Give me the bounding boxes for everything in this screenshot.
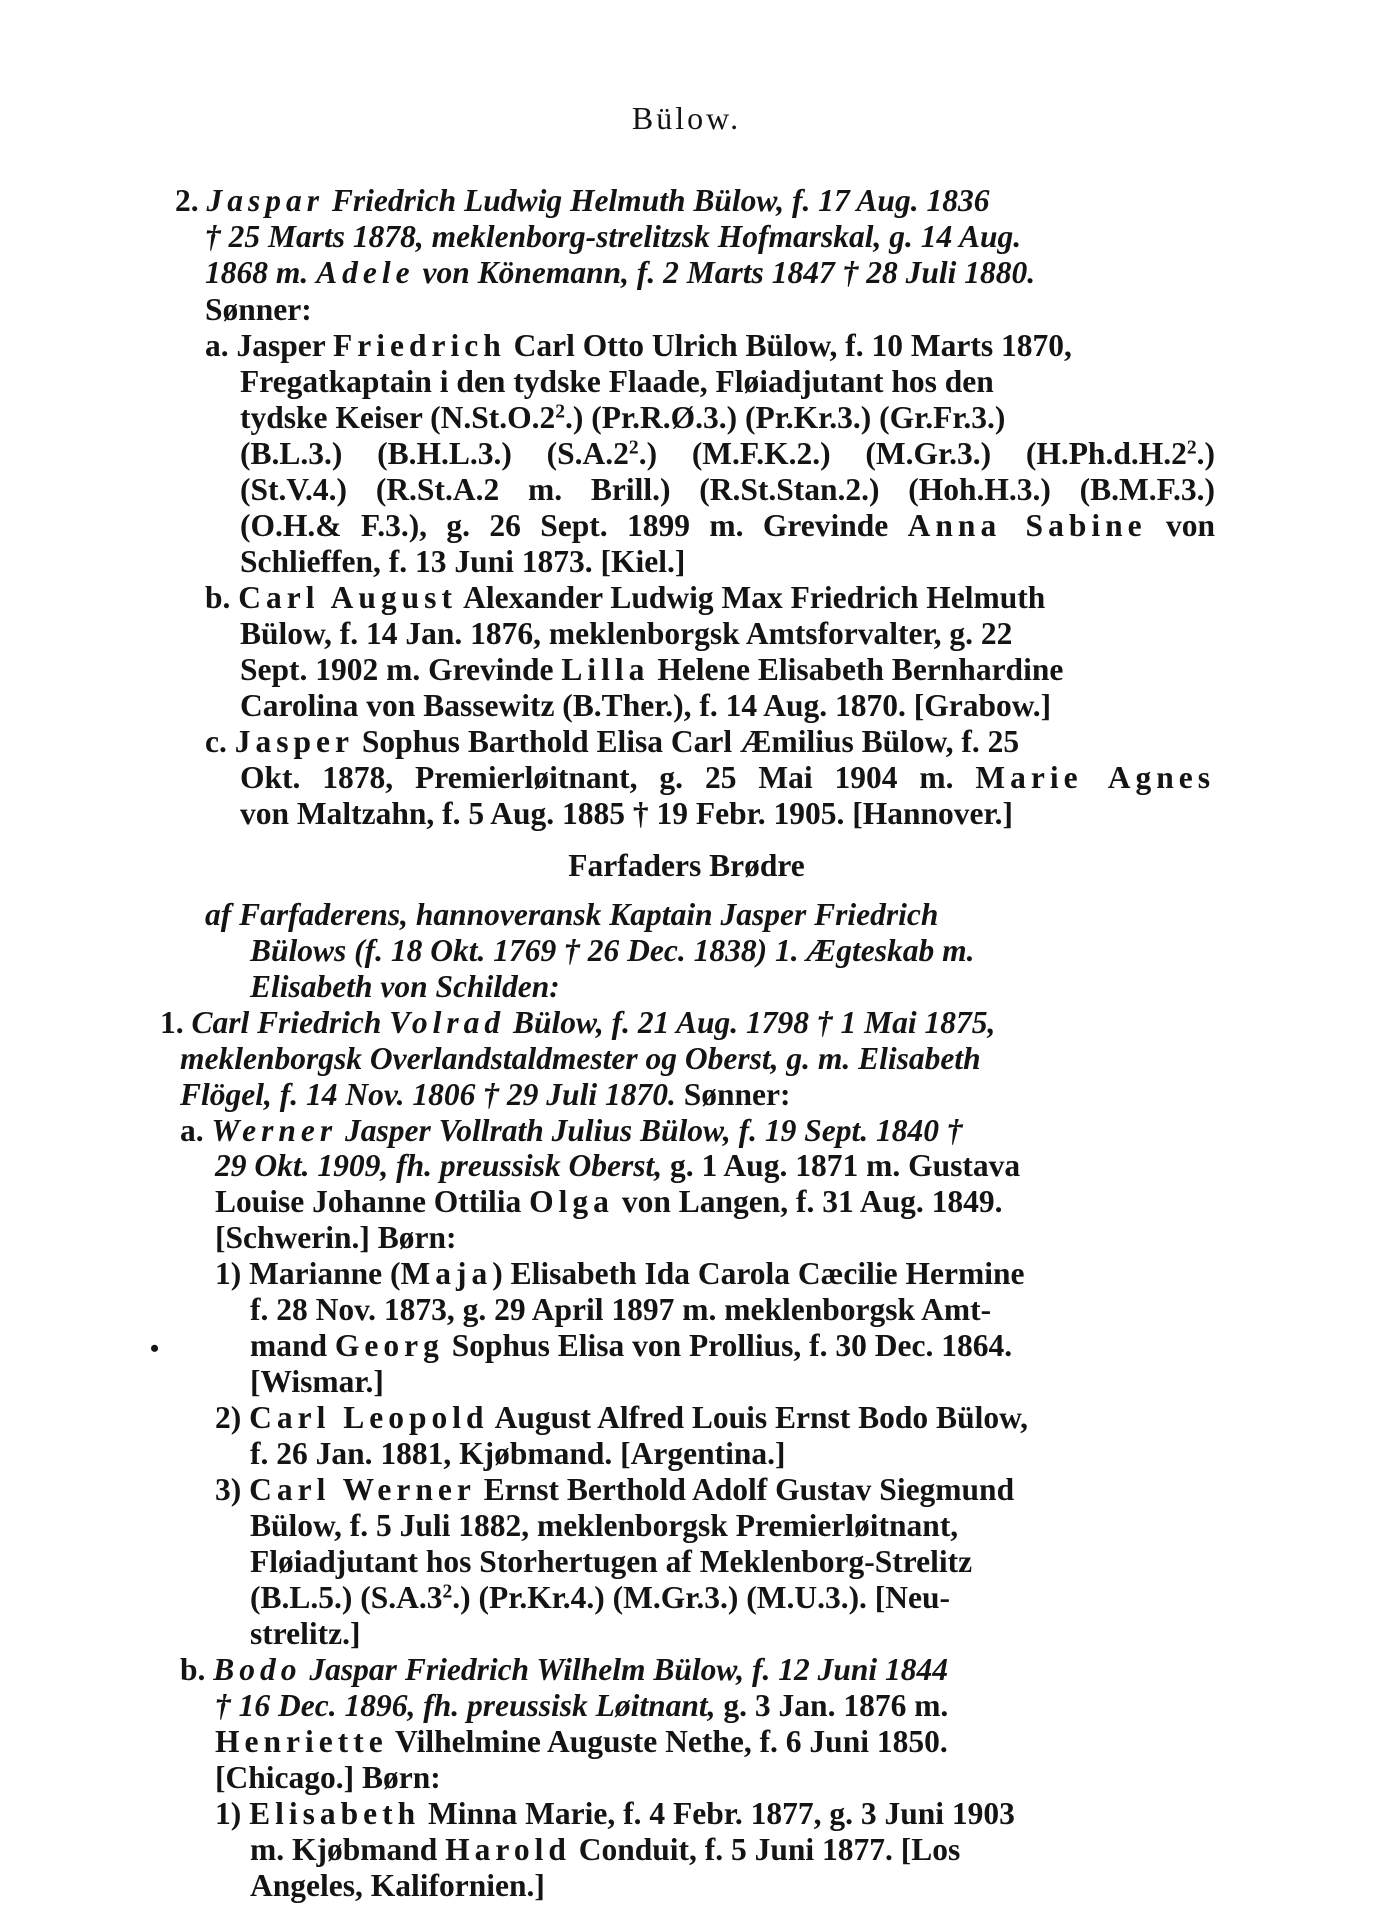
- text-line: [215, 1219, 456, 1257]
- text-run: (B.L.3.) (B.H.L.3.) (S.A.2: [240, 435, 629, 471]
- spaced-name: Bodo: [213, 1652, 302, 1688]
- text-run: .) (Pr.R.Ø.3.) (Pr.Kr.3.) (Gr.Fr.3.): [565, 399, 1006, 435]
- text-run: .) (Pr.Kr.4.) (M.Gr.3.) (M.U.3.). [Neu-: [452, 1580, 951, 1616]
- text-run: 3): [215, 1472, 250, 1508]
- text-run: Ernst Berthold Adolf Gustav Siegmund: [475, 1472, 1015, 1508]
- text-run: Alexander Ludwig Max Friedrich Helmuth: [456, 579, 1046, 615]
- spaced-name: Carl Leopold: [249, 1400, 489, 1436]
- text-line: [240, 399, 1215, 437]
- spaced-name: Volrad: [389, 1004, 506, 1040]
- text-run: (St.V.4.) (R.St.A.2 m. Brill.) (R.St.Stan.2.) (Hoh.H.3.) (B.M.F.3.): [240, 471, 1215, 507]
- text-line: [250, 1363, 384, 1401]
- text-line: [215, 1795, 1215, 1833]
- text-run: [Chicago.] Børn:: [215, 1760, 441, 1796]
- text-line: [250, 1543, 1215, 1581]
- text-line: [250, 1327, 1215, 1365]
- text-line: [240, 507, 1215, 545]
- text-run: Helene Elisabeth Bernhardine: [649, 651, 1064, 687]
- text-run: strelitz.]: [250, 1616, 361, 1652]
- text-run: Flögel, f. 14 Nov. 1806 † 29 Juli 1870.: [180, 1076, 676, 1112]
- text-line: [205, 291, 312, 329]
- text-line: [240, 795, 1215, 833]
- text-line: [250, 1615, 360, 1653]
- text-run: 2.: [175, 183, 207, 218]
- text-line: [180, 1112, 1215, 1150]
- text-run: Carl Otto Ulrich Bülow, f. 10 Marts 1870,: [505, 327, 1072, 363]
- text-line: [240, 471, 1215, 509]
- text-run: Farfaders Brødre: [568, 848, 805, 884]
- text-run: [Schwerin.] Børn:: [215, 1220, 457, 1256]
- text-run: Minna Marie, f. 4 Febr. 1877, g. 3 Juni 1903: [420, 1796, 1015, 1832]
- spaced-name: Carl Werner: [249, 1472, 476, 1508]
- text-run: Bülow, f. 14 Jan. 1876, meklenborgsk Amtsforvalter, g. 22: [240, 615, 1013, 651]
- text-run: tydske Keiser (N.St.O.2: [240, 399, 556, 435]
- text-run: Sønner:: [205, 291, 312, 327]
- spaced-name: Harold: [445, 1832, 571, 1868]
- text-run: a. Jasper: [205, 327, 334, 363]
- text-run: 2): [215, 1400, 250, 1436]
- text-run: 1868 m.: [205, 254, 317, 290]
- text-run: Carolina von Bassewitz (B.Ther.), f. 14 Aug. 1870. [Grabow.]: [240, 687, 1052, 723]
- spaced-name: Henriette: [215, 1724, 388, 1760]
- spaced-name: Olga: [529, 1184, 614, 1220]
- text-line: [215, 1759, 441, 1797]
- text-run: Friedrich Ludwig Helmuth Bülow, f. 17 Aug. 1836: [324, 183, 990, 218]
- text-line: [250, 932, 1215, 970]
- text-line: [250, 1291, 1215, 1329]
- text-run: (B.L.5.) (S.A.3: [250, 1580, 443, 1616]
- text-line: [240, 543, 685, 581]
- text-line: [160, 1004, 1215, 1042]
- text-line: [215, 1255, 1215, 1293]
- text-line: [240, 759, 1215, 797]
- text-line: [240, 615, 1215, 653]
- text-line: [250, 1507, 1215, 1545]
- text-run: Angeles, Kalifornien.]: [250, 1868, 545, 1903]
- text-run: Conduit, f. 5 Juni 1877. [Los: [570, 1832, 961, 1868]
- text-run: Carl Friedrich: [191, 1004, 390, 1040]
- text-run: Bülow, f. 5 Juli 1882, meklenborgsk Premierløitnant,: [250, 1508, 959, 1544]
- text-run: Jasper Vollrath Julius Bülow, f. 19 Sept. 1840 †: [337, 1112, 963, 1148]
- text-run: Louise Johanne Ottilia: [215, 1184, 530, 1220]
- text-run: Elisabeth von Schilden:: [250, 968, 560, 1004]
- text-run: Jaspar Friedrich Wilhelm Bülow, f. 12 Juni 1844: [301, 1652, 949, 1688]
- text-run: g. 1 Aug. 1871 m. Gustava: [662, 1148, 1021, 1184]
- text-run: a.: [180, 1112, 212, 1148]
- text-line: [215, 1147, 1215, 1185]
- text-line: [180, 1040, 1215, 1078]
- spaced-name: Anna Sabine: [907, 507, 1147, 543]
- text-run: von Maltzahn, f. 5 Aug. 1885 † 19 Febr. 1905. [Hannover.]: [240, 795, 1013, 831]
- text-line: [250, 1831, 1215, 1869]
- superscript: 2: [555, 401, 566, 423]
- running-head: Bülow.: [631, 100, 742, 136]
- text-run: Sept. 1902 m. Grevinde: [240, 651, 562, 687]
- text-run: Vilhelmine Auguste Nethe, f. 6 Juni 1850.: [387, 1724, 948, 1760]
- text-run: 1): [215, 1796, 250, 1832]
- text-run: Sønner:: [675, 1076, 791, 1112]
- text-run: c.: [205, 723, 235, 759]
- text-line: [240, 435, 1215, 473]
- text-run: 1) Marianne (: [215, 1256, 401, 1292]
- text-line: [205, 327, 1215, 365]
- margin-mark: •: [150, 1334, 160, 1364]
- text-run: g. 3 Jan. 1876 m.: [715, 1688, 949, 1724]
- text-line: [240, 363, 1215, 401]
- text-line: [175, 182, 1215, 220]
- superscript: 2: [442, 1581, 453, 1603]
- text-line: [205, 723, 1215, 761]
- text-run: Bülow, f. 21 Aug. 1798 † 1 Mai 1875,: [505, 1004, 996, 1040]
- text-line: [250, 968, 560, 1006]
- text-line: [205, 579, 1215, 617]
- spaced-name: Jasper: [234, 723, 354, 759]
- text-run: Schlieffen, f. 13 Juni 1873. [Kiel.]: [240, 543, 686, 579]
- text-line: [250, 1579, 1215, 1617]
- text-run: 29 Okt. 1909, fh. preussisk Oberst,: [215, 1148, 663, 1184]
- spaced-name: Lilla: [561, 651, 650, 687]
- text-run: f. 26 Jan. 1881, Kjøbmand. [Argentina.]: [250, 1436, 786, 1472]
- text-run: August Alfred Louis Ernst Bodo Bülow,: [488, 1400, 1028, 1436]
- text-run: m. Kjøbmand: [250, 1832, 446, 1868]
- text-run: mand: [250, 1328, 335, 1364]
- text-run: .): [1196, 435, 1215, 471]
- superscript: 2: [628, 437, 639, 459]
- text-line: [215, 1687, 1215, 1725]
- text-line: [250, 1867, 545, 1905]
- text-run: von Könemann, f. 2 Marts 1847 † 28 Juli 1880.: [414, 254, 1036, 290]
- text-line: [250, 1435, 786, 1473]
- text-run: af Farfaderens, hannoveransk Kaptain Jasper Friedrich: [205, 896, 939, 932]
- text-line: [205, 896, 1215, 934]
- text-run: [Wismar.]: [250, 1364, 384, 1400]
- text-run: b.: [180, 1652, 214, 1688]
- spaced-name: Elisabeth: [249, 1796, 421, 1832]
- text-run: Bülows (f. 18 Okt. 1769 † 26 Dec. 1838) 1. Ægteskab m.: [250, 932, 975, 968]
- section-heading: [0, 847, 1373, 885]
- text-run: .) (M.F.K.2.) (M.Gr.3.) (H.Ph.d.H.2: [638, 435, 1187, 471]
- spaced-name: Friedrich: [333, 327, 506, 363]
- text-line: [180, 1076, 790, 1114]
- text-run: von: [1146, 507, 1215, 543]
- spaced-name: Adele: [316, 254, 415, 290]
- text-line: [215, 1723, 1215, 1761]
- text-line: [240, 651, 1215, 689]
- text-run: Fløiadjutant hos Storhertugen af Meklenborg-Strelitz: [250, 1544, 973, 1580]
- spaced-name: Georg: [334, 1328, 444, 1364]
- text-line: [215, 1399, 1215, 1437]
- text-run: Okt. 1878, Premierløitnant, g. 25 Mai 1904 m.: [240, 759, 976, 795]
- text-line: [215, 1183, 1215, 1221]
- text-line: [205, 218, 1215, 256]
- spaced-name: Marie Agnes: [975, 759, 1216, 795]
- text-run: (O.H.& F.3.), g. 26 Sept. 1899 m. Grevinde: [240, 507, 908, 543]
- spaced-name: Carl August: [238, 579, 457, 615]
- text-run: f. 28 Nov. 1873, g. 29 April 1897 m. meklenborgsk Amt-: [250, 1292, 992, 1328]
- text-line: [205, 254, 1215, 292]
- text-run: ) Elisabeth Ida Carola Cæcilie Hermine: [492, 1256, 1025, 1292]
- text-run: † 25 Marts 1878, meklenborg-strelitzsk Hofmarskal, g. 14 Aug.: [205, 218, 1022, 254]
- text-run: Sophus Barthold Elisa Carl Æmilius Bülow, f. 25: [353, 723, 1020, 759]
- text-run: Sophus Elisa von Prollius, f. 30 Dec. 1864.: [443, 1328, 1013, 1364]
- text-run: † 16 Dec. 1896, fh. preussisk Løitnant,: [215, 1688, 716, 1724]
- text-line: [180, 1651, 1215, 1689]
- text-run: von Langen, f. 31 Aug. 1849.: [613, 1184, 1003, 1220]
- text-line: [240, 687, 1215, 725]
- text-run: b.: [205, 579, 239, 615]
- text-line: [215, 1471, 1215, 1509]
- superscript: 2: [1186, 437, 1197, 459]
- text-run: Fregatkaptain i den tydske Flaade, Fløiadjutant hos den: [240, 363, 994, 399]
- spaced-name: Werner: [211, 1112, 338, 1148]
- text-run: meklenborgsk Overlandstaldmester og Oberst, g. m. Elisabeth: [180, 1040, 981, 1076]
- spaced-name: Maja: [400, 1256, 493, 1292]
- text-run: 1.: [160, 1004, 192, 1040]
- spaced-name: Jaspar: [206, 183, 325, 218]
